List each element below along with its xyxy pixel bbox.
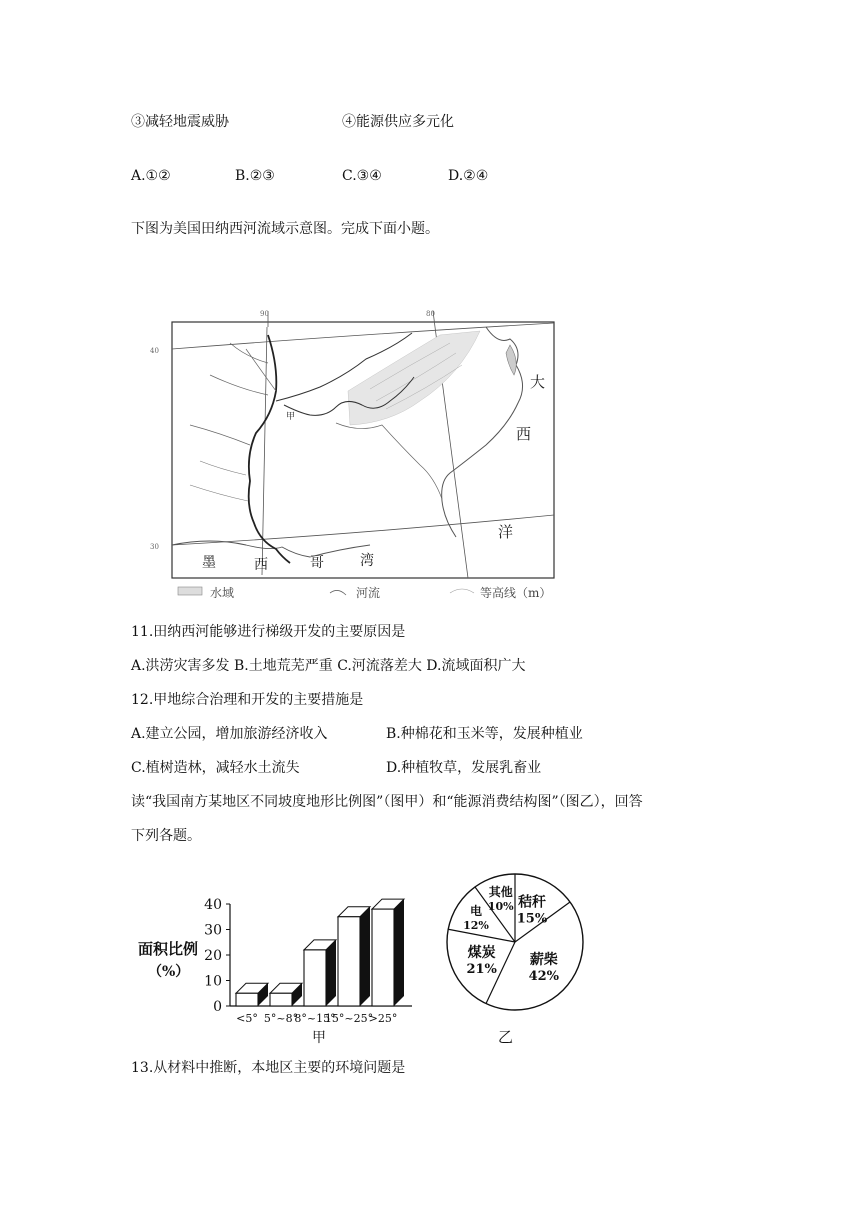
bar-y-tick-label: 0 xyxy=(213,999,222,1015)
option-4-text: ④能源供应多元化 xyxy=(342,114,454,130)
bar-caption: 甲 xyxy=(312,1030,326,1046)
bar-4 xyxy=(372,899,404,1006)
pie-caption: 乙 xyxy=(498,1028,514,1046)
parallel-30 xyxy=(172,515,554,545)
legend-contour: 等高线（m） xyxy=(480,586,552,600)
q10-option-a: A.①② xyxy=(131,168,171,184)
pie-slice-label: 电 xyxy=(469,904,482,919)
pie-slice-value: 10% xyxy=(487,900,514,914)
place-jia: 甲 xyxy=(286,412,296,422)
lat-label-30: 30 xyxy=(150,543,159,551)
q13-stem: 13.从材料中推断，本地区主要的环境问题是 xyxy=(131,1060,406,1076)
ocean-char-1: 大 xyxy=(530,373,546,391)
pie-slice-value: 12% xyxy=(463,919,489,933)
q10-option-d: D.②④ xyxy=(448,168,489,184)
gulf-char-3: 哥 xyxy=(310,555,324,571)
q12-stem: 12.甲地综合治理和开发的主要措施是 xyxy=(131,692,364,708)
tributary-west xyxy=(190,461,248,501)
q12-option-d: D.种植牧草，发展乳畜业 xyxy=(386,760,542,776)
chart-intro-2: 下列各题。 xyxy=(131,828,201,844)
bar-y-tick-label: 10 xyxy=(204,973,222,990)
q12-option-b: B.种棉花和玉米等，发展种植业 xyxy=(386,726,583,742)
pie-slice-value: 42% xyxy=(528,968,560,984)
map-frame xyxy=(172,322,554,578)
legend-river: 河流 xyxy=(356,586,381,600)
bar-y-tick-label: 30 xyxy=(204,922,222,939)
pie-slice-label: 薪柴 xyxy=(529,951,558,968)
mississippi-river xyxy=(249,335,290,563)
chart-intro-1: 读“我国南方某地区不同坡度地形比例图”（图甲）和“能源消费结构图”（图乙），回答 xyxy=(131,794,643,810)
bar-category-label: 5°~8° xyxy=(263,1012,299,1025)
slope-area-bar-chart xyxy=(130,890,430,1050)
bay xyxy=(506,345,516,375)
bar-category-label: 8°~15° xyxy=(294,1012,336,1025)
bar-y-tick-label: 20 xyxy=(204,948,222,964)
pie-slice-label: 其他 xyxy=(488,885,513,900)
bar-ylabel-line2: （%） xyxy=(148,964,190,980)
map-intro: 下图为美国田纳西河流域示意图。完成下面小题。 xyxy=(131,221,439,237)
ocean-char-3: 洋 xyxy=(498,523,514,541)
bar-1 xyxy=(270,983,302,1006)
bar-2 xyxy=(304,940,336,1006)
pie-slice-value: 15% xyxy=(516,911,548,927)
q10-option-c: C.③④ xyxy=(342,168,382,184)
meridian-90 xyxy=(262,311,268,575)
legend-contour-swatch xyxy=(450,589,474,593)
lon-label-80: 80 xyxy=(426,310,435,318)
pie-slice-value: 21% xyxy=(466,961,497,977)
q12-option-a: A.建立公园，增加旅游经济收入 xyxy=(131,726,328,742)
bar-ylabel-line1: 面积比例 xyxy=(138,940,199,958)
pie-slice-label: 煤炭 xyxy=(467,944,496,961)
q10-option-b: B.②③ xyxy=(235,168,275,184)
q11-stem: 11.田纳西河能够进行梯级开发的主要原因是 xyxy=(131,624,406,640)
legend-water: 水域 xyxy=(210,586,235,600)
energy-consumption-pie-chart xyxy=(440,870,590,1050)
gulf-char-2: 西 xyxy=(254,557,268,573)
gulf-char-1: 墨 xyxy=(202,555,216,571)
parallel-40 xyxy=(172,323,554,349)
bar-category-label: >25° xyxy=(368,1012,398,1025)
ocean-char-2: 西 xyxy=(516,425,532,443)
bar-0 xyxy=(236,983,268,1006)
legend-river-swatch xyxy=(330,590,346,595)
q11-options: A.洪涝灾害多发 B.土地荒芜严重 C.河流落差大 D.流域面积广大 xyxy=(131,658,526,674)
gulf-char-4: 湾 xyxy=(360,553,374,569)
pie-slice-label: 秸秆 xyxy=(517,894,546,911)
mountain-shading xyxy=(348,331,480,425)
lat-label-40: 40 xyxy=(150,347,159,355)
bar-category-label: <5° xyxy=(236,1012,258,1025)
q12-option-c: C.植树造林，减轻水土流失 xyxy=(131,760,300,776)
tennessee-river-map xyxy=(150,305,560,605)
bar-3 xyxy=(338,907,370,1006)
bar-y-tick-label: 40 xyxy=(204,897,222,913)
lon-label-90: 90 xyxy=(260,310,269,318)
bar-category-label: 15°~25° xyxy=(324,1012,374,1025)
option-3-text: ③减轻地震威胁 xyxy=(131,114,229,130)
legend-water-swatch xyxy=(178,587,202,595)
